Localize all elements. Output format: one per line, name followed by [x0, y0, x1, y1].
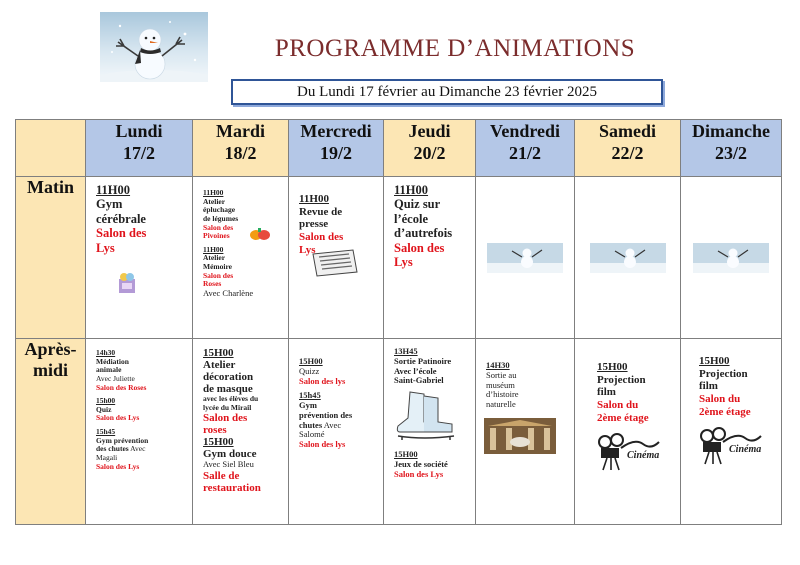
- activity-title: Quizz: [299, 365, 320, 376]
- matin-row: [16, 177, 782, 339]
- activity-place: Salon des: [299, 230, 344, 243]
- cell-apres-midi-mardi: [193, 339, 289, 525]
- day-header-lundi: Lundi 17/2: [86, 120, 193, 177]
- activity-title: Projection: [699, 367, 748, 380]
- activity-title: film: [597, 386, 616, 399]
- activity-place: Salon des Lys: [96, 413, 140, 423]
- activity-title: cérébrale: [96, 211, 146, 226]
- activity-title: décoration: [203, 371, 254, 384]
- cell-matin-vendredi: [476, 177, 575, 339]
- cell-apres-midi-vendredi: [476, 339, 575, 525]
- activity-place: Salle de: [203, 469, 240, 482]
- activity-title: naturelle: [486, 399, 516, 410]
- activity-time: 15h45: [299, 390, 321, 401]
- activity-title: Gym douce: [203, 448, 257, 461]
- activity-title: Sortie au: [486, 369, 517, 380]
- activity-host: Magali: [96, 452, 118, 462]
- row-label-apres-midi: Après- midi: [16, 339, 86, 525]
- activity-time: 14H30: [486, 360, 510, 370]
- cinema-icon: [699, 422, 777, 466]
- activity-title: animale: [96, 365, 122, 375]
- cell-apres-midi-jeudi: [384, 339, 476, 525]
- activity-title: épluchage: [203, 205, 236, 215]
- ice-skates-icon: [394, 388, 460, 448]
- activity-time: 11H00: [96, 183, 131, 197]
- activity-place: 2ème étage: [699, 405, 751, 418]
- activity-place: Salon des: [394, 240, 445, 255]
- snowman-picture: [100, 12, 208, 82]
- snowman-thumbnail: [693, 243, 769, 273]
- activity-host: Avec: [322, 419, 342, 430]
- activity-title: Gym: [96, 197, 123, 212]
- corner-cell: [16, 120, 86, 177]
- day-header-vendredi: Vendredi 21/2: [476, 120, 575, 177]
- museum-photo: [484, 418, 556, 454]
- activity-note: lycée du Mirail: [203, 402, 252, 412]
- cell-matin-dimanche: [681, 177, 782, 339]
- activity-time: 13H45: [394, 346, 418, 356]
- day-header-mardi: Mardi 18/2: [193, 120, 289, 177]
- cell-apres-midi-dimanche: [681, 339, 782, 525]
- activity-place: Salon des Roses: [96, 382, 147, 392]
- day-header-samedi: Samedi 22/2: [575, 120, 681, 177]
- cell-apres-midi-mercredi: [289, 339, 384, 525]
- activity-title: prévention des: [299, 409, 353, 420]
- activity-place: Roses: [203, 279, 222, 289]
- activity-time: 11H00: [203, 244, 224, 254]
- activity-title: Gym: [299, 400, 317, 411]
- activity-title: de légumes: [203, 213, 239, 223]
- cinema-sign: Cinéma: [627, 450, 660, 462]
- activity-place: Salon du: [699, 392, 741, 405]
- activity-place: Pivoines: [203, 231, 230, 241]
- activity-place: Salon des lys: [299, 439, 346, 450]
- activity-title: Quiz: [96, 404, 112, 414]
- activity-title: Gym prévention: [96, 435, 149, 445]
- cell-matin-jeudi: [384, 177, 476, 339]
- brain-gym-icon: [116, 271, 138, 295]
- activity-place: Lys: [394, 254, 413, 269]
- activity-place: Salon des lys: [299, 375, 346, 386]
- activity-title: Atelier: [203, 359, 236, 372]
- activity-title: Mémoire: [203, 262, 233, 271]
- activity-place: Salon des: [203, 270, 234, 280]
- activity-title: Médiation: [96, 356, 129, 366]
- date-range-box: Du Lundi 17 février au Dimanche 23 février 2025: [231, 79, 663, 105]
- activity-title: Revue de: [299, 205, 343, 218]
- activity-title: Atelier: [203, 253, 226, 263]
- activity-place: Lys: [299, 243, 316, 256]
- apres-midi-row: [16, 339, 782, 525]
- activity-place: Lys: [96, 240, 115, 255]
- activity-place: Salon des: [96, 226, 147, 241]
- day-header-dimanche: Dimanche 23/2: [681, 120, 782, 177]
- activity-host: Salomé: [299, 429, 325, 440]
- activity-note: avec les élèves du: [203, 394, 259, 404]
- activity-host: Avec: [128, 444, 146, 454]
- snowman-icon: [100, 12, 208, 82]
- activity-place: Salon des Lys: [96, 461, 140, 471]
- activity-title: chutes: [299, 419, 323, 430]
- activity-time: 15H00: [299, 356, 323, 366]
- cell-matin-lundi: [86, 177, 193, 339]
- activity-title: Quiz sur: [394, 197, 441, 212]
- cell-apres-midi-lundi: [86, 339, 193, 525]
- activity-title: presse: [299, 218, 329, 231]
- activity-place: 2ème étage: [597, 411, 649, 424]
- activity-host: Avec Charlène: [203, 287, 254, 298]
- activity-title: de masque: [203, 383, 253, 396]
- schedule-table: [15, 119, 782, 525]
- day-header-jeudi: Jeudi 20/2: [384, 120, 476, 177]
- activity-host: Avec Siel Bleu: [203, 459, 254, 470]
- row-label-matin: Matin: [16, 177, 86, 339]
- activity-time: 11H00: [299, 193, 329, 205]
- activity-time: 11H00: [203, 188, 224, 197]
- cell-matin-mercredi: [289, 177, 384, 339]
- activity-time: 11H00: [394, 183, 429, 197]
- page-title: PROGRAMME D’ANIMATIONS: [274, 35, 636, 62]
- snowman-thumbnail: [590, 243, 666, 273]
- cell-matin-samedi: [575, 177, 681, 339]
- activity-place: roses: [203, 423, 227, 436]
- cinema-icon: [597, 428, 676, 472]
- activity-title: Projection: [597, 373, 646, 386]
- activity-time: 15h00: [96, 396, 116, 406]
- activity-time: 15H00: [699, 355, 730, 367]
- activity-time: 15H00: [203, 347, 234, 359]
- activity-title: Jeux de société: [394, 458, 448, 469]
- activity-title: film: [699, 380, 718, 393]
- activity-time: 15H00: [203, 436, 234, 449]
- day-header-mercredi: Mercredi 19/2: [289, 120, 384, 177]
- activity-title: Saint-Gabriel: [394, 375, 444, 386]
- newspaper-icon: [309, 248, 359, 278]
- activity-title: Sortie Patinoire: [394, 355, 452, 366]
- vegetables-icon: [249, 227, 271, 241]
- activity-title: d’histoire: [486, 389, 519, 400]
- activity-place: Salon des: [203, 222, 234, 232]
- activity-time: 14h30: [96, 348, 116, 357]
- activity-title: d’autrefois: [394, 226, 453, 241]
- cell-matin-mardi: [193, 177, 289, 339]
- activity-place: Salon des: [203, 411, 248, 424]
- header-row: [16, 120, 782, 177]
- activity-place: restauration: [203, 481, 261, 494]
- activity-title: des chutes: [96, 444, 129, 454]
- cinema-sign: Cinéma: [729, 444, 762, 456]
- activity-time: 15H00: [597, 361, 628, 373]
- activity-place: Salon des Lys: [394, 468, 444, 479]
- activity-title: Atelier: [203, 196, 226, 206]
- snowman-thumbnail: [487, 243, 563, 273]
- activity-title: Avec l’école: [394, 365, 437, 376]
- activity-host: Avec Juliette: [96, 373, 135, 383]
- cell-apres-midi-samedi: [575, 339, 681, 525]
- activity-place: Salon du: [597, 398, 639, 411]
- activity-time: 15H00: [394, 449, 418, 460]
- activity-time: 15h45: [96, 427, 116, 436]
- activity-title: muséum: [486, 379, 515, 390]
- activity-title: l’école: [394, 211, 429, 226]
